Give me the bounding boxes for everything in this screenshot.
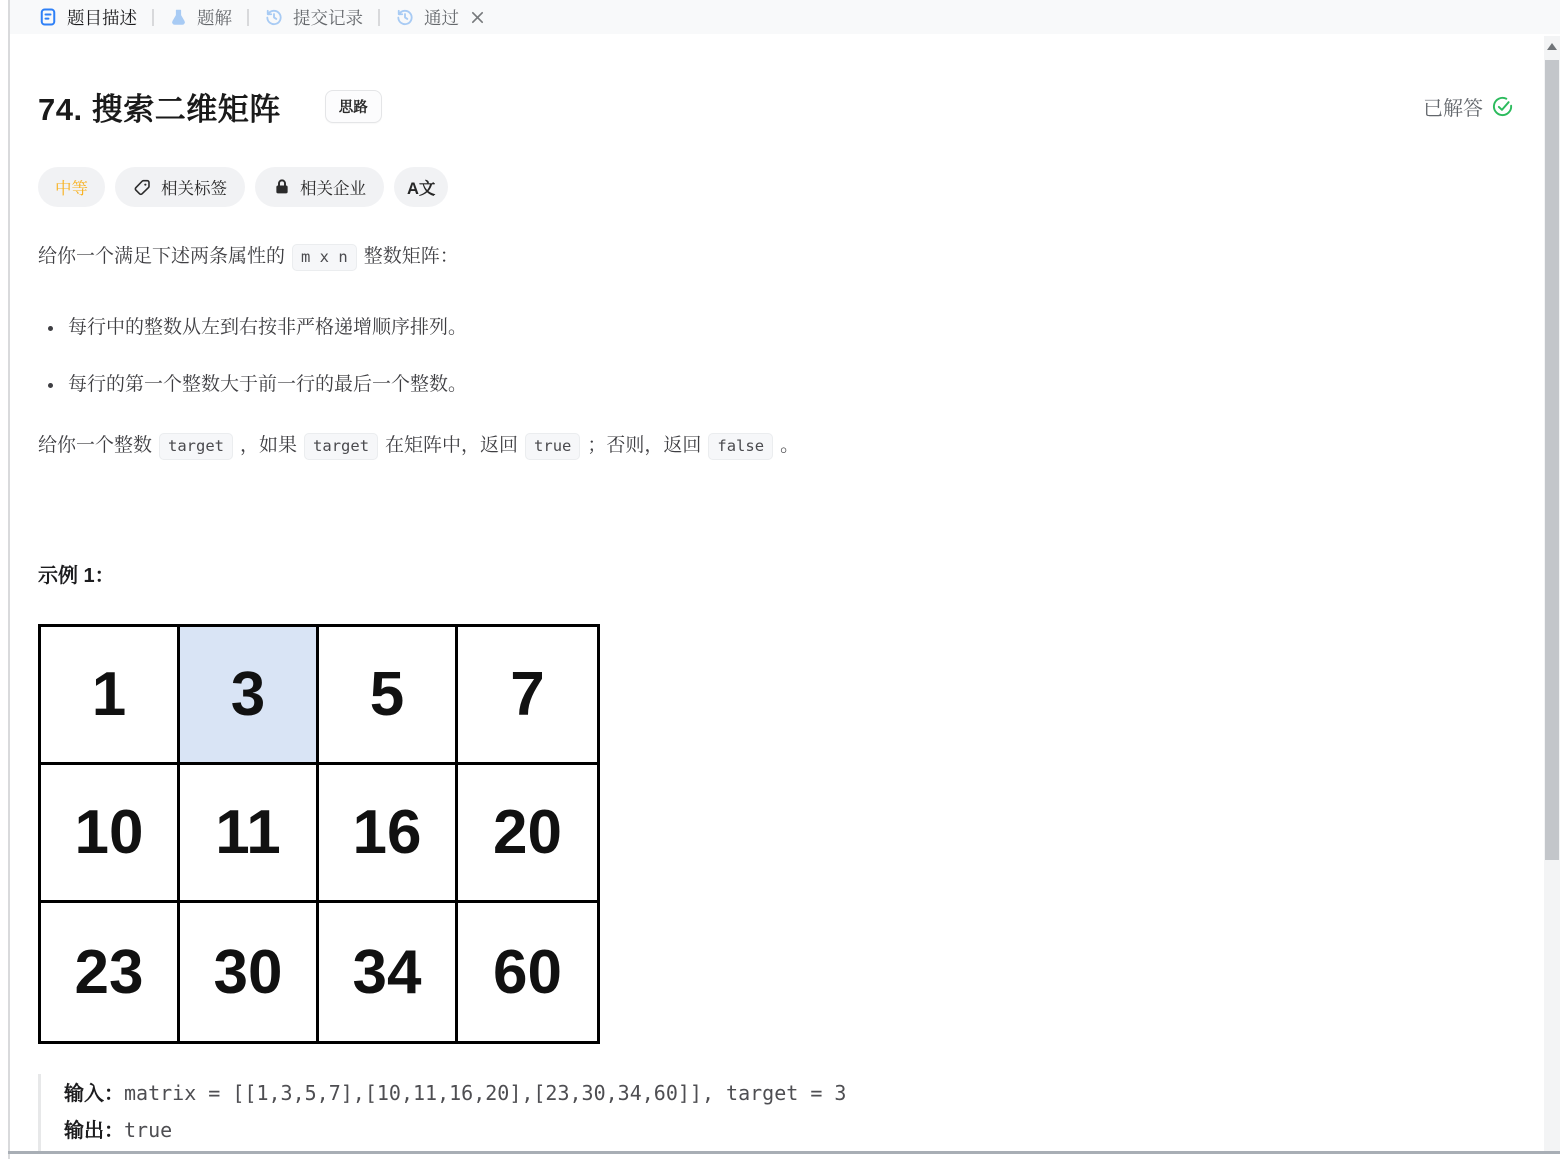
text-segment: ；否则，返回 [587,435,702,456]
text-segment: 给你一个满足下述两条属性的 [38,246,286,267]
document-icon [38,7,58,27]
inline-code: true [525,433,580,460]
pill-label: 相关企业 [300,180,366,198]
related-companies-button[interactable] [255,167,384,207]
title-row [38,84,1514,129]
divider [152,9,154,26]
flask-icon [169,8,188,27]
text-format-button[interactable]: A文 [394,167,448,207]
property-list [38,312,1514,396]
solved-status [1423,92,1514,121]
text-segment: 整数矩阵： [363,246,459,267]
matrix-cell: 23 [41,903,180,1041]
description-paragraph-2 [38,431,1514,461]
matrix-cell: 3 [180,627,319,765]
text-segment: 给你一个整数 [38,435,153,456]
status-label: 已解答 [1423,98,1483,120]
window-bottom-edge [8,1151,1560,1154]
description-paragraph-1 [38,242,1514,272]
output-line [64,1113,1514,1150]
matrix-cell: 20 [458,765,597,903]
tab-accepted-result[interactable] [395,5,459,30]
history-icon [264,7,284,27]
matrix-cell: 16 [319,765,458,903]
tab-label: 通过 [424,7,459,28]
meta-pills-row [38,167,1514,207]
divider [247,9,249,26]
problem-content [10,84,1560,1154]
matrix-cell: 34 [319,903,458,1041]
tab-problem-description[interactable] [38,5,137,30]
matrix-cell: 1 [41,627,180,765]
tab-submissions[interactable] [264,5,363,30]
matrix-cell: 7 [458,627,597,765]
inline-code: target [304,433,378,460]
lock-icon [273,178,291,196]
output-value: true [124,1118,173,1142]
divider [378,9,380,26]
matrix-cell: 5 [319,627,458,765]
scrollbar[interactable] [1544,36,1560,1151]
history-icon [395,7,415,27]
inline-code: m x n [292,244,357,271]
matrix-cell: 11 [180,765,319,903]
example-heading: 示例 1： [38,565,115,587]
tab-label: 题目描述 [67,7,137,28]
tab-label: 题解 [197,7,232,28]
list-item: • 每行的第一个整数大于前一行的最后一个整数。 [65,369,1514,396]
input-line [64,1076,1514,1113]
panel-left-edge [8,0,10,1159]
matrix-figure [38,624,600,1044]
tag-icon [133,178,152,197]
output-label: 输出： [64,1120,124,1142]
example-io-block [38,1074,1514,1154]
input-label: 输入： [64,1083,124,1105]
text-segment: ，如果 [240,435,298,456]
tab-bar [10,0,1560,34]
matrix-cell: 10 [41,765,180,903]
tab-label: 提交记录 [293,7,363,28]
page-title: 74. 搜索二维矩阵 [38,92,281,127]
scrollbar-thumb[interactable] [1545,60,1559,860]
related-tags-button[interactable] [115,167,245,207]
note-badge[interactable]: 思路 [325,90,382,123]
text-segment: 。 [780,435,800,456]
difficulty-badge[interactable]: 中等 [38,167,105,207]
inline-code: false [708,433,773,460]
scroll-up-arrow-icon[interactable] [1547,43,1557,50]
pill-label: 相关标签 [161,180,227,198]
check-circle-icon [1491,95,1514,118]
tab-solutions[interactable] [169,5,232,30]
input-value: matrix = [[1,3,5,7],[10,11,16,20],[23,30,34,60]], target = 3 [124,1081,847,1105]
list-item: • 每行中的整数从左到右按非严格递增顺序排列。 [65,312,1514,339]
matrix-cell: 30 [180,903,319,1041]
inline-code: target [159,433,233,460]
text-segment: 在矩阵中，返回 [385,435,519,456]
close-icon[interactable] [470,10,485,25]
matrix-cell: 60 [493,937,562,1007]
